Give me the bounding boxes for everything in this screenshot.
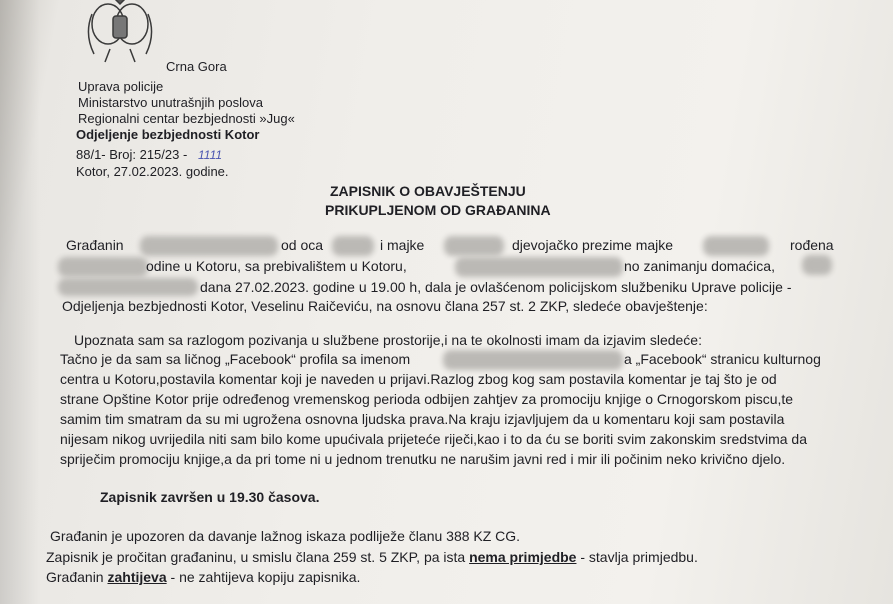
redaction — [443, 350, 623, 370]
copy-request-rest: - ne zahtijeva kopiju zapisnika. — [170, 569, 361, 585]
statement-line2-a: Tačno je da sam sa ličnog „Facebook“ profila sa imenom — [60, 351, 411, 367]
redaction — [58, 278, 198, 296]
title-line1: ZAPISNIK O OBAVJEŠTENJU — [330, 183, 526, 199]
intro-line4: Odjeljenja bezbjednosti Kotor, Veselinu Raičeviću, na osnovu člana 257 st. 2 ZKP, sledeće obavještenje: — [62, 298, 708, 314]
intro-word-majke: i majke — [380, 237, 425, 253]
copy-request-citizen: Građanin — [46, 569, 104, 585]
false-statement-warning: Građanin je upozoren da davanje lažnog iskaza podliježe članu 388 KZ CG. — [50, 528, 521, 544]
coat-of-arms-emblem — [80, 0, 160, 64]
redaction — [703, 236, 769, 256]
redaction — [140, 236, 278, 256]
intro-line2-b: no zanimanju domaćica, — [624, 258, 775, 274]
redaction — [802, 255, 832, 275]
statement-line7: spriječim promociju knjige,a da pri tome ni u jednom trenutku ne narušim javni red i mir ili počinim neko krivično djelo. — [60, 451, 786, 467]
redaction — [58, 257, 148, 277]
intro-line3: dana 27.02.2023. godine u 19.00 h, dala je ovlašćenom policijskom službeniku Uprave policije - — [200, 279, 792, 295]
record-ended: Zapisnik završen u 19.30 časova. — [100, 489, 320, 505]
intro-word-gradjanin: Građanin — [66, 237, 124, 253]
handwritten-number: 1111 — [198, 148, 223, 162]
redaction — [455, 257, 623, 277]
header-country: Crna Gora — [166, 59, 227, 74]
record-read-text: Zapisnik je pročitan građaninu, u smislu člana 259 st. 5 ZKP, pa ista — [46, 549, 466, 565]
title-line2: PRIKUPLJENOM OD GRAĐANINA — [325, 202, 551, 218]
copy-request-requires: zahtijeva — [107, 569, 167, 585]
no-objection-text: nema primjedbe — [469, 549, 577, 565]
statement-line1: Upoznata sam sa razlogom pozivanja u službene prostorije,i na te okolnosti imam da izjavim sledeće: — [74, 332, 702, 348]
header-department: Odjeljenje bezbjednosti Kotor — [76, 127, 260, 142]
statement-line2-b: a „Facebook“ stranicu kulturnog — [624, 351, 821, 367]
intro-word-prezime: djevojačko prezime majke — [512, 237, 674, 253]
statement-line5: samim tim smatram da su mi ugrožena osnovna ljudska prava.Na kraju izjavljujem da u komentaru koji sam postavila — [60, 411, 785, 427]
statement-line3: centra u Kotoru,postavila komentar koji je naveden u prijavi.Razlog zbog kog sam postavila komentar je taj što je od — [60, 371, 777, 387]
header-number: 88/1- Broj: 215/23 - — [76, 147, 188, 162]
redaction — [332, 236, 374, 256]
statement-line4: strane Opštine Kotor prije određenog vremenskog perioda odbijen zahtjev za promociju knjige o Crnogorskom piscu,te — [60, 391, 794, 407]
copy-request-line — [46, 568, 360, 587]
intro-word-rodjena: rođena — [790, 237, 834, 253]
intro-line2-a: odine u Kotoru, sa prebivalištem u Kotoru, — [146, 258, 407, 274]
header-date: Kotor, 27.02.2023. godine. — [76, 164, 229, 179]
header-line1: Uprava policije — [78, 79, 164, 94]
header-line3: Regionalni centar bezbjednosti »Jug« — [78, 111, 295, 126]
objection-text: - stavlja primjedbu. — [580, 549, 698, 565]
page-shadow — [0, 0, 40, 604]
statement-line6: nijesam nikog uvrijedila niti sam bilo kome upućivala prijeteće riječi,kao i to da ću se boriti svim zakonskim sredstvima da — [60, 431, 807, 447]
header-line2: Ministarstvo unutrašnjih poslova — [78, 95, 263, 110]
intro-word-oca: od oca — [281, 237, 324, 253]
redaction — [444, 236, 504, 256]
record-read-line — [46, 548, 698, 567]
